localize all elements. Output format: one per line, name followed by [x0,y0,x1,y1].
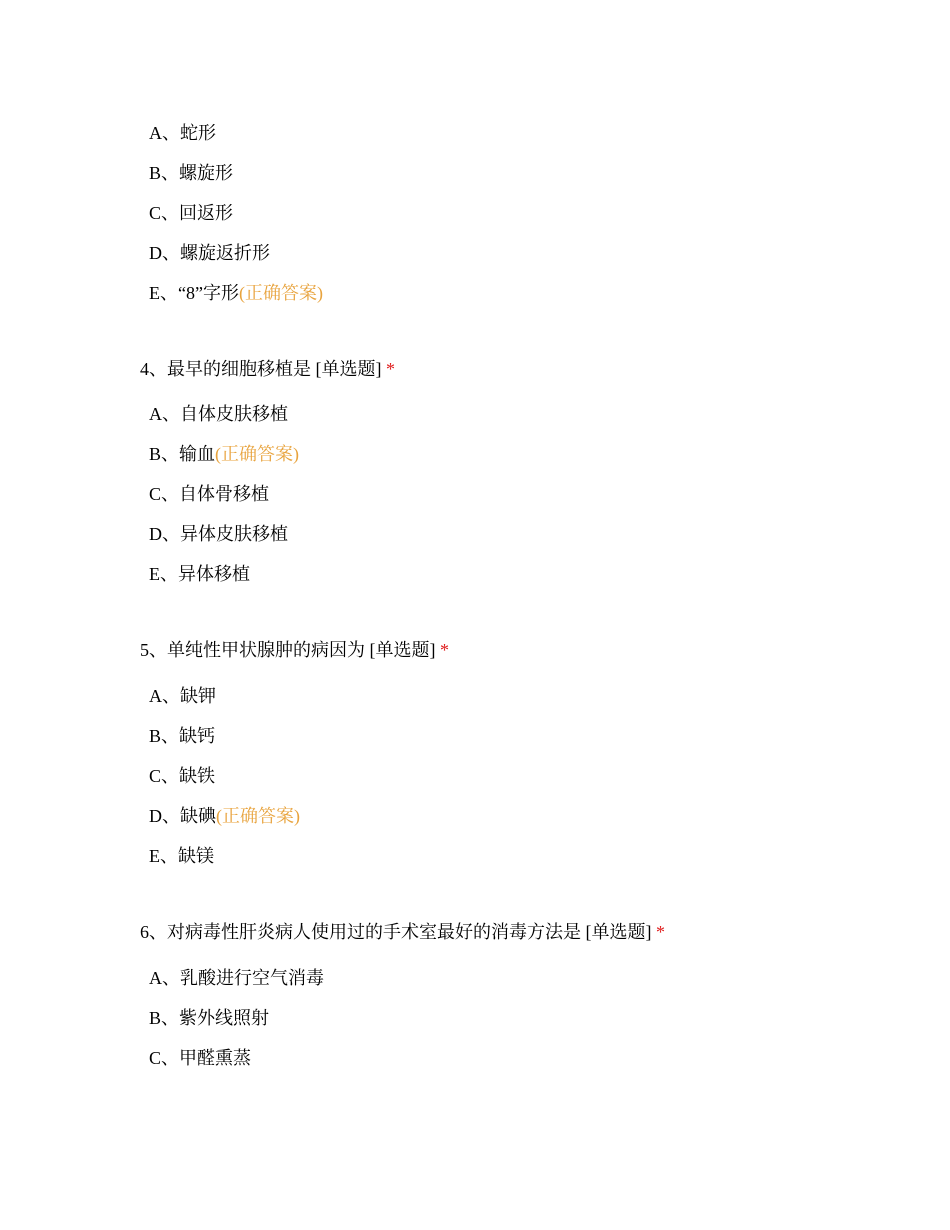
q5-option-b [149,724,215,748]
option-text: E、异体移植 [149,564,250,584]
option-text: A、乳酸进行空气消毒 [149,968,324,988]
option-text: C、甲醛熏蒸 [149,1048,252,1068]
correct-answer-mark: (正确答案) [216,806,300,826]
required-star: * [656,922,665,942]
q4-option-e [149,562,250,586]
correct-answer-mark: (正确答案) [238,283,323,303]
q4-option-b [149,442,299,466]
option-text: E、缺镁 [149,846,214,866]
q3-option-b [149,161,233,185]
question-6-title [140,920,665,944]
question-5-title [140,638,449,662]
required-star: * [386,359,395,379]
option-text: C、自体骨移植 [149,484,270,504]
q4-option-d [149,522,288,546]
q5-option-c [149,764,215,788]
q5-option-a [149,684,216,708]
option-text: C、缺铁 [149,766,216,786]
q6-option-c [149,1046,251,1070]
q3-option-a [149,121,216,145]
q3-option-d [149,241,270,265]
option-text: B、输血 [149,444,216,464]
option-text: B、螺旋形 [149,163,234,183]
correct-answer-mark: (正确答案) [215,444,300,464]
option-text: D、螺旋返折形 [149,243,270,263]
q6-option-b [149,1006,269,1030]
question-text: 6、对病毒性肝炎病人使用过的手术室最好的消毒方法是 [单选题] [140,922,652,942]
q4-option-c [149,482,269,506]
option-text: C、回返形 [149,203,234,223]
question-text: 4、最早的细胞移植是 [单选题] [140,359,382,379]
question-4-title [140,357,395,381]
option-text: A、缺钾 [149,686,216,706]
option-text: A、自体皮肤移植 [149,404,288,424]
option-text: D、缺碘 [149,806,216,826]
option-text: D、异体皮肤移植 [149,524,288,544]
q5-option-d [149,804,300,828]
q5-option-e [149,844,214,868]
option-text: B、紫外线照射 [149,1008,270,1028]
option-text: E、“8”字形 [149,283,239,303]
option-text: B、缺钙 [149,726,216,746]
q6-option-a [149,966,324,990]
q3-option-e [149,281,323,305]
q3-option-c [149,201,233,225]
question-text: 5、单纯性甲状腺肿的病因为 [单选题] [140,640,436,660]
q4-option-a [149,402,288,426]
option-text: A、蛇形 [149,123,216,143]
required-star: * [440,640,449,660]
